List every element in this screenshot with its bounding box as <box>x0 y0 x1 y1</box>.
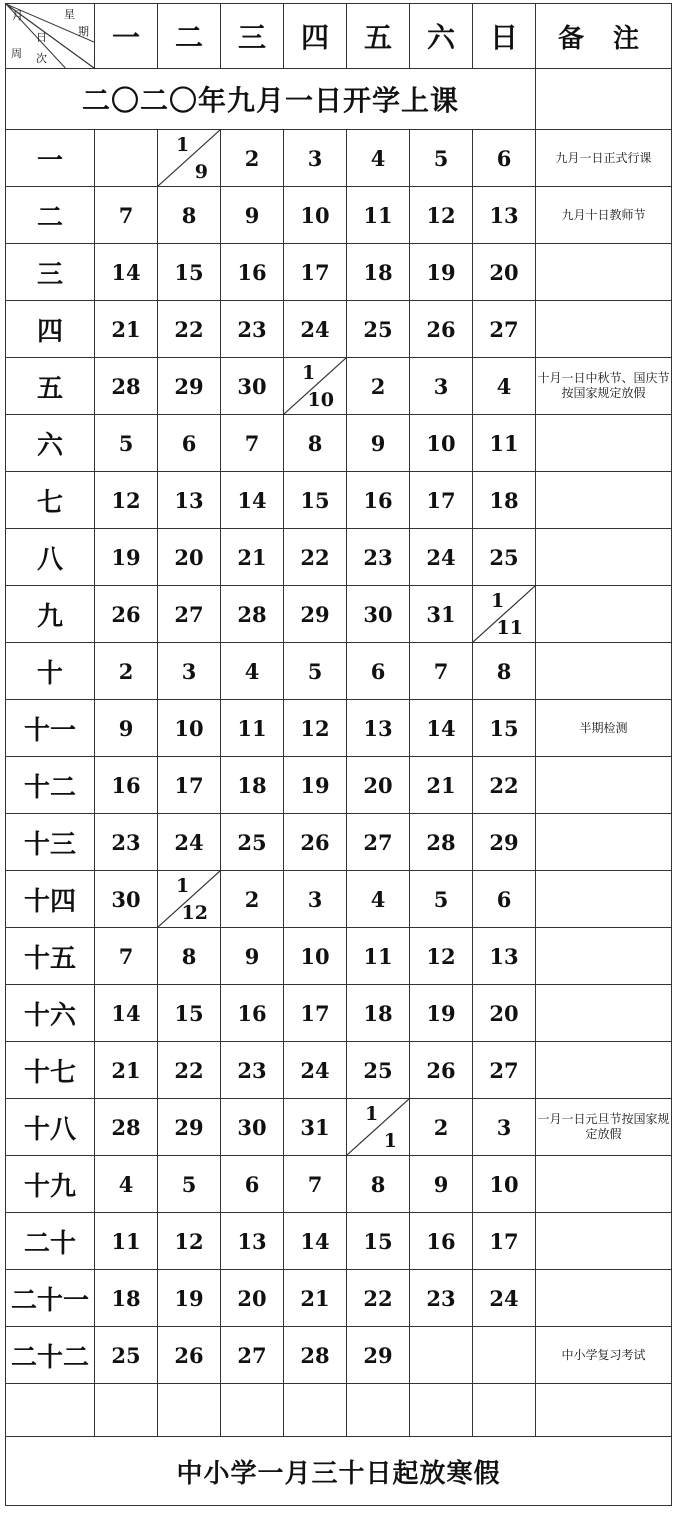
week-number: 十九 <box>6 1156 95 1213</box>
week-row <box>6 700 672 757</box>
corner-label-weekday-a: 星 <box>64 8 75 21</box>
day-cell: 30 <box>95 871 158 928</box>
note-cell <box>536 244 672 301</box>
week-row <box>6 1270 672 1327</box>
month-split <box>347 1099 409 1155</box>
note-cell <box>536 415 672 472</box>
week-row <box>6 130 672 187</box>
corner-label-week-b: 次 <box>36 52 47 65</box>
day-cell: 16 <box>347 472 410 529</box>
empty-cell <box>221 1384 284 1437</box>
day-cell: 6 <box>473 130 536 187</box>
note-cell <box>536 985 672 1042</box>
day-cell: 14 <box>410 700 473 757</box>
day-cell: 11 <box>347 928 410 985</box>
day-cell: 25 <box>221 814 284 871</box>
note-cell <box>536 529 672 586</box>
week-number: 二十二 <box>6 1327 95 1384</box>
week-number: 五 <box>6 358 95 415</box>
week-number: 十二 <box>6 757 95 814</box>
day-cell: 20 <box>473 244 536 301</box>
note-cell: 一月一日元旦节按国家规定放假 <box>536 1099 672 1156</box>
day-cell: 27 <box>158 586 221 643</box>
day-cell: 6 <box>158 415 221 472</box>
day-cell: 4 <box>95 1156 158 1213</box>
day-cell: 16 <box>95 757 158 814</box>
month-start-cell <box>158 871 221 928</box>
day-cell: 19 <box>410 985 473 1042</box>
corner-header-cell <box>6 4 95 69</box>
day-cell: 26 <box>410 1042 473 1099</box>
day-cell: 10 <box>473 1156 536 1213</box>
day-cell: 18 <box>347 985 410 1042</box>
note-cell <box>536 586 672 643</box>
day-cell: 16 <box>410 1213 473 1270</box>
day-cell: 7 <box>95 187 158 244</box>
week-row <box>6 472 672 529</box>
month-number: 1 <box>383 1130 397 1152</box>
day-cell: 22 <box>158 301 221 358</box>
day-cell: 3 <box>410 358 473 415</box>
title-row <box>6 69 672 130</box>
day-cell: 25 <box>473 529 536 586</box>
corner-label-weekday-b: 期 <box>78 25 89 38</box>
weekday-header-sun: 日 <box>473 4 536 69</box>
week-number: 十六 <box>6 985 95 1042</box>
footer-row <box>6 1437 672 1506</box>
day-cell: 5 <box>95 415 158 472</box>
day-cell: 21 <box>95 301 158 358</box>
day-cell: 6 <box>473 871 536 928</box>
day-cell: 9 <box>347 415 410 472</box>
day-cell: 3 <box>473 1099 536 1156</box>
month-split <box>473 586 535 642</box>
day-cell: 17 <box>410 472 473 529</box>
day-cell: 3 <box>158 643 221 700</box>
day-cell: 14 <box>95 985 158 1042</box>
day-cell: 14 <box>95 244 158 301</box>
day-cell: 24 <box>158 814 221 871</box>
day-cell: 5 <box>410 871 473 928</box>
day-cell: 5 <box>284 643 347 700</box>
month-number: 11 <box>496 617 523 639</box>
day-cell: 15 <box>158 985 221 1042</box>
month-number: 12 <box>181 902 208 924</box>
note-cell: 十月一日中秋节、国庆节按国家规定放假 <box>536 358 672 415</box>
day-cell: 20 <box>347 757 410 814</box>
day-cell: 27 <box>347 814 410 871</box>
week-row <box>6 928 672 985</box>
week-row <box>6 757 672 814</box>
day-cell: 23 <box>347 529 410 586</box>
week-number: 七 <box>6 472 95 529</box>
day-cell: 16 <box>221 244 284 301</box>
week-number: 六 <box>6 415 95 472</box>
day-cell: 17 <box>473 1213 536 1270</box>
day-cell: 30 <box>347 586 410 643</box>
day-cell: 12 <box>284 700 347 757</box>
week-row <box>6 871 672 928</box>
month-number: 10 <box>307 389 334 411</box>
week-row <box>6 1213 672 1270</box>
week-row <box>6 1156 672 1213</box>
week-row <box>6 529 672 586</box>
week-number: 二 <box>6 187 95 244</box>
day-cell: 8 <box>473 643 536 700</box>
day-cell: 19 <box>158 1270 221 1327</box>
empty-day-cell <box>410 1327 473 1384</box>
note-cell: 半期检测 <box>536 700 672 757</box>
weekday-header-wed: 三 <box>221 4 284 69</box>
day-cell: 11 <box>347 187 410 244</box>
day-cell: 29 <box>347 1327 410 1384</box>
month-number: 9 <box>194 161 208 183</box>
week-number: 十 <box>6 643 95 700</box>
empty-cell <box>284 1384 347 1437</box>
day-cell: 5 <box>410 130 473 187</box>
day-cell: 28 <box>95 358 158 415</box>
month-start-cell <box>284 358 347 415</box>
day-of-month: 1 <box>176 875 190 897</box>
day-cell: 21 <box>410 757 473 814</box>
winter-break-note: 中小学一月三十日起放寒假 <box>6 1437 672 1506</box>
day-cell: 9 <box>221 187 284 244</box>
week-number: 十五 <box>6 928 95 985</box>
day-cell: 12 <box>410 928 473 985</box>
day-cell: 24 <box>410 529 473 586</box>
day-cell: 19 <box>95 529 158 586</box>
day-cell: 2 <box>221 130 284 187</box>
day-cell: 28 <box>284 1327 347 1384</box>
week-row <box>6 814 672 871</box>
day-cell: 10 <box>284 928 347 985</box>
week-number: 十八 <box>6 1099 95 1156</box>
week-number: 二十一 <box>6 1270 95 1327</box>
empty-cell <box>6 1384 95 1437</box>
day-cell: 22 <box>158 1042 221 1099</box>
note-cell <box>536 814 672 871</box>
day-cell: 4 <box>221 643 284 700</box>
month-start-cell <box>473 586 536 643</box>
day-cell: 25 <box>95 1327 158 1384</box>
title-note-cell <box>536 69 672 130</box>
day-cell: 3 <box>284 871 347 928</box>
school-calendar-table <box>5 3 672 1506</box>
day-cell: 24 <box>284 301 347 358</box>
day-cell: 26 <box>95 586 158 643</box>
day-of-month: 1 <box>365 1103 379 1125</box>
day-cell: 3 <box>284 130 347 187</box>
day-cell: 2 <box>410 1099 473 1156</box>
day-cell: 5 <box>158 1156 221 1213</box>
day-cell: 13 <box>221 1213 284 1270</box>
empty-cell <box>95 1384 158 1437</box>
week-row <box>6 415 672 472</box>
day-cell: 23 <box>95 814 158 871</box>
day-cell: 10 <box>158 700 221 757</box>
day-cell: 8 <box>347 1156 410 1213</box>
note-cell <box>536 757 672 814</box>
day-cell: 20 <box>473 985 536 1042</box>
month-start-cell <box>347 1099 410 1156</box>
week-number: 十三 <box>6 814 95 871</box>
note-cell <box>536 1384 672 1437</box>
week-row <box>6 586 672 643</box>
day-cell: 23 <box>221 301 284 358</box>
day-cell: 15 <box>158 244 221 301</box>
day-cell: 28 <box>221 586 284 643</box>
semester-title: 二〇二〇年九月一日开学上课 <box>6 69 536 130</box>
week-number: 八 <box>6 529 95 586</box>
day-cell: 13 <box>473 187 536 244</box>
week-number: 一 <box>6 130 95 187</box>
day-cell: 7 <box>410 643 473 700</box>
day-of-month: 1 <box>176 134 190 156</box>
day-cell: 11 <box>473 415 536 472</box>
day-cell: 6 <box>221 1156 284 1213</box>
note-cell: 中小学复习考试 <box>536 1327 672 1384</box>
weekday-header-thu: 四 <box>284 4 347 69</box>
day-cell: 21 <box>284 1270 347 1327</box>
day-cell: 15 <box>473 700 536 757</box>
empty-row <box>6 1384 672 1437</box>
empty-cell <box>347 1384 410 1437</box>
week-row <box>6 1327 672 1384</box>
day-cell: 4 <box>473 358 536 415</box>
day-cell: 20 <box>221 1270 284 1327</box>
day-cell: 27 <box>473 301 536 358</box>
day-cell: 18 <box>221 757 284 814</box>
day-cell: 22 <box>473 757 536 814</box>
day-cell: 26 <box>284 814 347 871</box>
day-cell: 30 <box>221 358 284 415</box>
day-cell: 7 <box>221 415 284 472</box>
day-cell: 18 <box>347 244 410 301</box>
day-cell: 2 <box>95 643 158 700</box>
day-of-month: 1 <box>302 362 316 384</box>
week-number: 十七 <box>6 1042 95 1099</box>
day-cell: 7 <box>284 1156 347 1213</box>
day-cell: 29 <box>158 358 221 415</box>
week-number: 二十 <box>6 1213 95 1270</box>
day-cell: 14 <box>284 1213 347 1270</box>
note-cell <box>536 1213 672 1270</box>
day-cell: 20 <box>158 529 221 586</box>
weekday-header-fri: 五 <box>347 4 410 69</box>
day-cell: 7 <box>95 928 158 985</box>
weekday-header-mon: 一 <box>95 4 158 69</box>
day-cell: 29 <box>158 1099 221 1156</box>
corner-label-month: 月 <box>12 9 23 22</box>
week-number: 九 <box>6 586 95 643</box>
day-cell: 4 <box>347 130 410 187</box>
note-cell <box>536 1156 672 1213</box>
empty-day-cell <box>95 130 158 187</box>
week-number: 十四 <box>6 871 95 928</box>
day-cell: 29 <box>284 586 347 643</box>
note-cell: 九月一日正式行课 <box>536 130 672 187</box>
day-cell: 25 <box>347 301 410 358</box>
day-cell: 29 <box>473 814 536 871</box>
empty-cell <box>473 1384 536 1437</box>
day-cell: 17 <box>284 985 347 1042</box>
day-cell: 27 <box>221 1327 284 1384</box>
day-cell: 8 <box>158 187 221 244</box>
day-cell: 12 <box>158 1213 221 1270</box>
day-cell: 8 <box>158 928 221 985</box>
day-cell: 15 <box>284 472 347 529</box>
week-number: 三 <box>6 244 95 301</box>
day-cell: 12 <box>410 187 473 244</box>
day-cell: 9 <box>95 700 158 757</box>
week-row <box>6 985 672 1042</box>
day-cell: 27 <box>473 1042 536 1099</box>
empty-day-cell <box>473 1327 536 1384</box>
day-cell: 17 <box>158 757 221 814</box>
week-row <box>6 301 672 358</box>
note-cell <box>536 301 672 358</box>
day-cell: 11 <box>221 700 284 757</box>
day-cell: 10 <box>284 187 347 244</box>
day-cell: 9 <box>221 928 284 985</box>
month-split <box>284 358 346 414</box>
day-cell: 30 <box>221 1099 284 1156</box>
weekday-header-tue: 二 <box>158 4 221 69</box>
day-cell: 28 <box>95 1099 158 1156</box>
day-cell: 24 <box>284 1042 347 1099</box>
day-cell: 25 <box>347 1042 410 1099</box>
day-cell: 21 <box>95 1042 158 1099</box>
day-cell: 21 <box>221 529 284 586</box>
week-row <box>6 1042 672 1099</box>
day-cell: 19 <box>410 244 473 301</box>
day-cell: 28 <box>410 814 473 871</box>
day-cell: 23 <box>410 1270 473 1327</box>
day-cell: 2 <box>347 358 410 415</box>
empty-cell <box>410 1384 473 1437</box>
note-cell <box>536 472 672 529</box>
week-row <box>6 643 672 700</box>
day-cell: 13 <box>347 700 410 757</box>
day-cell: 9 <box>410 1156 473 1213</box>
weekday-header-sat: 六 <box>410 4 473 69</box>
day-cell: 22 <box>284 529 347 586</box>
day-cell: 24 <box>473 1270 536 1327</box>
week-row <box>6 358 672 415</box>
day-cell: 11 <box>95 1213 158 1270</box>
day-cell: 19 <box>284 757 347 814</box>
week-number: 十一 <box>6 700 95 757</box>
day-cell: 12 <box>95 472 158 529</box>
week-number: 四 <box>6 301 95 358</box>
week-row <box>6 244 672 301</box>
day-cell: 10 <box>410 415 473 472</box>
note-cell <box>536 928 672 985</box>
note-cell <box>536 643 672 700</box>
day-of-month: 1 <box>491 590 505 612</box>
month-start-cell <box>158 130 221 187</box>
day-cell: 18 <box>473 472 536 529</box>
day-cell: 8 <box>284 415 347 472</box>
day-cell: 6 <box>347 643 410 700</box>
day-cell: 31 <box>410 586 473 643</box>
note-cell <box>536 871 672 928</box>
empty-cell <box>158 1384 221 1437</box>
day-cell: 15 <box>347 1213 410 1270</box>
day-cell: 26 <box>410 301 473 358</box>
day-cell: 31 <box>284 1099 347 1156</box>
header-row <box>6 4 672 69</box>
day-cell: 13 <box>158 472 221 529</box>
notes-header: 备 注 <box>536 4 672 69</box>
month-split <box>158 130 220 186</box>
day-cell: 14 <box>221 472 284 529</box>
corner-label-day: 日 <box>36 31 47 44</box>
week-row <box>6 187 672 244</box>
note-cell <box>536 1042 672 1099</box>
day-cell: 23 <box>221 1042 284 1099</box>
day-cell: 4 <box>347 871 410 928</box>
day-cell: 22 <box>347 1270 410 1327</box>
corner-label-week-a: 周 <box>11 47 22 60</box>
day-cell: 18 <box>95 1270 158 1327</box>
day-cell: 17 <box>284 244 347 301</box>
day-cell: 2 <box>221 871 284 928</box>
day-cell: 26 <box>158 1327 221 1384</box>
day-cell: 13 <box>473 928 536 985</box>
month-split <box>158 871 220 927</box>
note-cell <box>536 1270 672 1327</box>
day-cell: 16 <box>221 985 284 1042</box>
week-row <box>6 1099 672 1156</box>
note-cell: 九月十日教师节 <box>536 187 672 244</box>
